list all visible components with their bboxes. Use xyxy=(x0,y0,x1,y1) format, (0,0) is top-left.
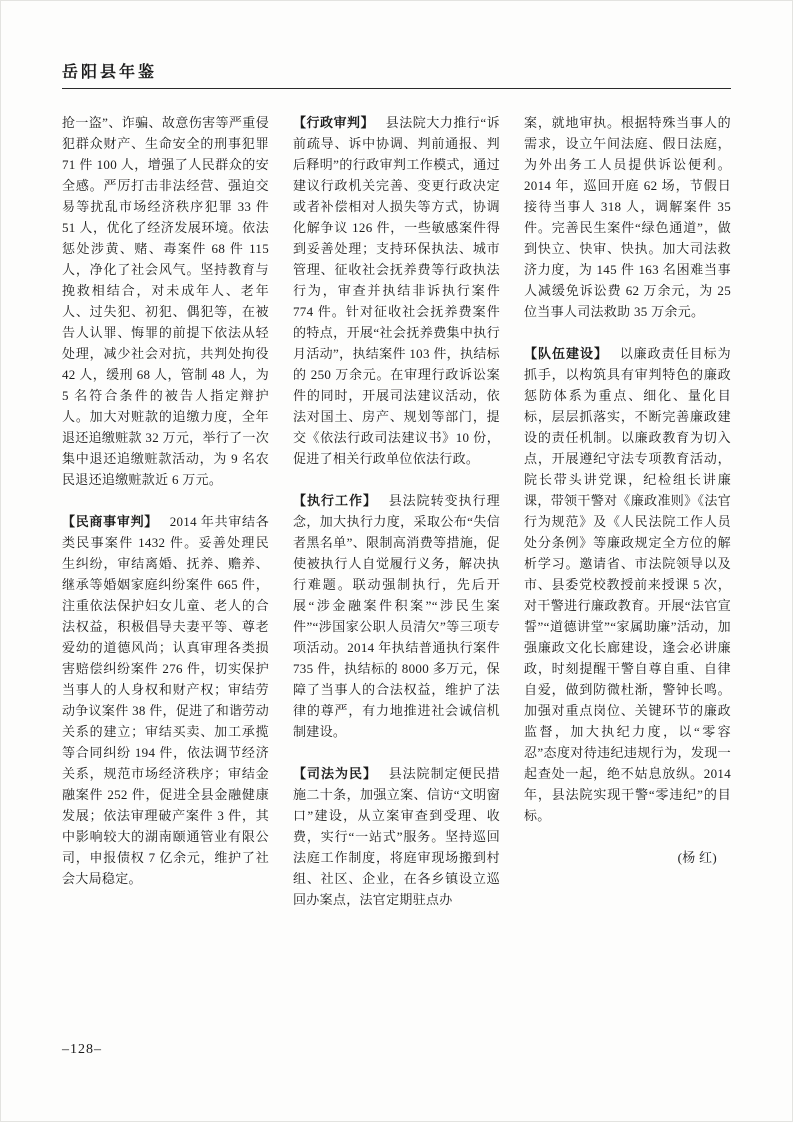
text-column-1 xyxy=(62,112,269,910)
page-header-title: 岳阳县年鉴 xyxy=(62,64,158,81)
paragraph-continuation xyxy=(524,112,731,322)
section-team-building xyxy=(524,343,731,826)
section-administrative-trial xyxy=(293,112,500,469)
section-text: 县法院大力推行“诉前疏导、诉中协调、判前通报、判后释明”的行政审判工作模式，通过建议行政机关完善、变更行政决定或者补偿相对人损失等方式，协调化解争议 126 件，一些敏感案件得到妥善处理；支持环保执法、城市管理、征收社会抚养费等行政执法行为，审查并执结非诉执行案件 774 件。针对征收社会抚养费案件的特点，开展“社会抚养费集中执行月活动”，执结案件 103 件，执结标的 250 万余元。在审理行政诉讼案件的同时，开展司法建议活动，依法对国土、房产、规划等部门，提交《依法行政司法建议书》10 份，促进了相关行政单位依法行政。 xyxy=(293,115,500,466)
section-text: 2014 年共审结各类民事案件 1432 件。妥善处理民生纠纷，审结离婚、抚养、赡养、继承等婚姻家庭纠纷案件 665 件，注重依法保护妇女儿童、老人的合法权益，积极倡导夫妻平等、尊老爱幼的道德风尚；认真审理各类损害赔偿纠纷案件 276 件，切实保护当事人的人身权和财产权；审结劳动争议案件 38 件，促进了和谐劳动关系的建立；审结买卖、加工承揽等合同纠纷 194 件，依法调节经济关系，规范市场经济秩序；审结金融案件 252 件，促进全县金融健康发展；依法审理破产案件 3 件，其中影响较大的湖南颐通管业有限公司，申报债权 7 亿余元，维护了社会大局稳定。 xyxy=(62,514,270,886)
section-title: 【司法为民】 xyxy=(293,766,377,781)
author-signature: (杨 红) xyxy=(677,850,717,865)
section-title: 【执行工作】 xyxy=(293,493,377,508)
section-text: 以廉政责任目标为抓手，以构筑具有审判特色的廉政惩防体系为重点、细化、量化目标，层层抓落实，不断完善廉政建设的责任机制。以廉政教育为切入点，开展遵纪守法专项教育活动，院长带头讲党课，纪检组长讲廉课，带领干警对《廉政准则》《法官行为规范》及《人民法院工作人员处分条例》等廉政规定全方位的解析学习。邀请省、市法院领导以及市、县委党校教授前来授课 5 次，对干警进行廉政教育。开展“法官宣誓”“道德讲堂”“家属助廉”活动，加强廉政文化长廊建设，逢会必讲廉政，时刻提醒干警自尊自重、自律自爱，做到防微杜渐，警钟长鸣。加强对重点岗位、关键环节的廉政监督，加大执纪力度，以“零容忍”态度对待违纪违规行为，发现一起查处一起，绝不姑息放纵。2014 年，县法院实现干警“零违纪”的目标。 xyxy=(524,346,731,823)
page-content xyxy=(62,112,731,910)
section-civil-commercial-trial xyxy=(62,511,269,889)
section-enforcement-work xyxy=(293,490,500,742)
section-text: 县法院转变执行理念，加大执行力度，采取公布“失信者黑名单”、限制高消费等措施，促使被执行人自觉履行义务，解决执行难题。联动强制执行，先后开展“涉金融案件积案”“涉民生案件”“涉国家公职人员清欠”等三项专项活动。2014 年执结普通执行案件 735 件，执结标的 8000 多万元，保障了当事人的合法权益，维护了法律的尊严，有力地推进社会诚信机制建设。 xyxy=(293,493,500,739)
section-text: 县法院制定便民措施二十条，加强立案、信访“文明窗口”建设，从立案审查到受理、收费，实行“一站式”服务。坚持巡回法庭工作制度，将庭审现场搬到村组、社区、企业，在各乡镇设立巡回办案点，法官定期驻点办 xyxy=(293,766,500,907)
section-justice-for-people xyxy=(293,763,500,910)
text-column-2 xyxy=(293,112,500,910)
section-title: 【民商事审判】 xyxy=(62,514,158,529)
paragraph-continuation xyxy=(62,112,269,490)
header-rule xyxy=(62,88,731,89)
paragraph-text: 案，就地审执。根据特殊当事人的需求，设立午间法庭、假日法庭，为外出务工人员提供诉讼便利。2014 年，巡回开庭 62 场，节假日接待当事人 318 人，调解案件 35 件。完善民生案件“绿色通道”，做到快立、快审、快执。加大司法救济力度，为 145 件 163 名困难当事人减缓免诉讼费 62 万余元，为 25 位当事人司法救助 35 万余元。 xyxy=(524,115,731,319)
text-column-3 xyxy=(524,112,731,910)
paragraph-text: 抢一盗”、诈骗、故意伤害等严重侵犯群众财产、生命安全的刑事犯罪 71 件 100 人，增强了人民群众的安全感。严厉打击非法经营、强迫交易等扰乱市场经济秩序犯罪 33 件 51 人，优化了经济发展环境。依法惩处涉黄、赌、毒案件 68 件 115 人，净化了社会风气。坚持教育与挽救相结合，对未成年人、老年人、过失犯、初犯、偶犯等，在被告人认罪、悔罪的前提下依法从轻处理，减少社会对抗，共判处拘役 42 人，缓刑 68 人，管制 48 人，为 5 名符合条件的被告人指定辩护人。加大对赃款的追缴力度，全年退还追缴赃款 32 万元，举行了一次集中退还追缴赃款活动，为 9 名农民退还追缴赃款近 6 万元。 xyxy=(62,115,269,487)
section-title: 【队伍建设】 xyxy=(524,346,608,361)
page-number: –128– xyxy=(62,1042,102,1057)
page-header xyxy=(62,64,731,89)
section-title: 【行政审判】 xyxy=(293,115,375,130)
